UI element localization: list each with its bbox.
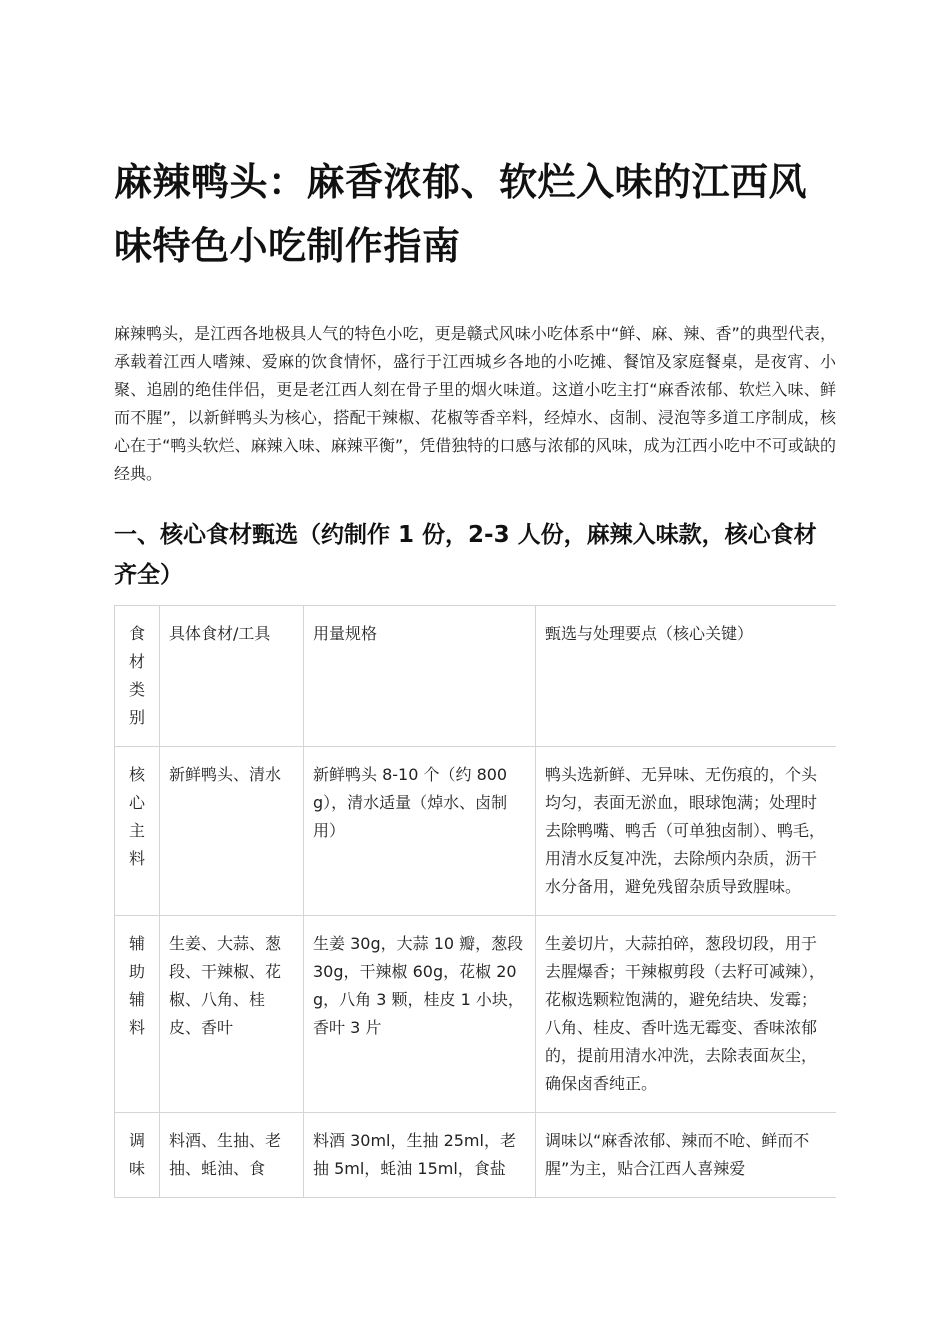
row-amount-cell: 料酒 30ml，生抽 25ml，老抽 5ml，蚝油 15ml，食盐 [304, 1113, 536, 1198]
row-amount-cell: 生姜 30g，大蒜 10 瓣，葱段 30g，干辣椒 60g，花椒 20g，八角 3 颗，桂皮 1 小块，香叶 3 片 [304, 916, 536, 1113]
row-items-cell: 生姜、大蒜、葱段、干辣椒、花椒、八角、桂皮、香叶 [160, 916, 304, 1113]
header-cell-category: 食材类别 [115, 606, 160, 747]
row-items-cell: 料酒、生抽、老抽、蚝油、食 [160, 1113, 304, 1198]
intro-paragraph: 麻辣鸭头，是江西各地极具人气的特色小吃，更是赣式风味小吃体系中“鲜、麻、辣、香”的典型代表，承载着江西人嗜辣、爱麻的饮食情怀，盛行于江西城乡各地的小吃摊、餐馆及家庭餐桌，是夜宵、小聚、追剧的绝佳伴侣，更是老江西人刻在骨子里的烟火味道。这道小吃主打“麻香浓郁、软烂入味、鲜而不腥”，以新鲜鸭头为核心，搭配干辣椒、花椒等香辛料，经焯水、卤制、浸泡等多道工序制成，核心在于“鸭头软烂、麻辣入味、麻辣平衡”，凭借独特的口感与浓郁的风味，成为江西小吃中不可或缺的经典。 [114, 324, 836, 483]
table-row [115, 1113, 837, 1198]
table-row [115, 747, 837, 916]
table-row [115, 916, 837, 1113]
row-category-cell: 核心主料 [115, 747, 160, 916]
row-tips-cell: 鸭头选新鲜、无异味、无伤痕的，个头均匀，表面无淤血，眼球饱满；处理时去除鸭嘴、鸭舌（可单独卤制）、鸭毛，用清水反复冲洗，去除颅内杂质，沥干水分备用，避免残留杂质导致腥味。 [536, 747, 837, 916]
row-tips-cell: 调味以“麻香浓郁、辣而不呛、鲜而不腥”为主，贴合江西人喜辣爱 [536, 1113, 837, 1198]
section-heading-ingredients: 一、核心食材甄选（约制作 1 份，2-3 人份，麻辣入味款，核心食材齐全） [114, 522, 817, 588]
ingredients-table [114, 605, 836, 1198]
ingredients-table-container [114, 605, 836, 1226]
row-items-cell: 新鲜鸭头、清水 [160, 747, 304, 916]
header-cell-amount: 用量规格 [304, 606, 536, 747]
document-title: 麻辣鸭头：麻香浓郁、软烂入味的江西风味特色小吃制作指南 [114, 160, 808, 268]
row-category-cell: 辅助辅料 [115, 916, 160, 1113]
row-amount-cell: 新鲜鸭头 8-10 个（约 800g），清水适量（焯水、卤制用） [304, 747, 536, 916]
header-cell-tips: 甄选与处理要点（核心关键） [536, 606, 837, 747]
row-category-cell: 调味 [115, 1113, 160, 1198]
table-header-row [115, 606, 837, 747]
row-tips-cell: 生姜切片，大蒜拍碎，葱段切段，用于去腥爆香；干辣椒剪段（去籽可减辣），花椒选颗粒饱满的，避免结块、发霉；八角、桂皮、香叶选无霉变、香味浓郁的，提前用清水冲洗，去除表面灰尘，确保卤香纯正。 [536, 916, 837, 1113]
header-cell-item: 具体食材/工具 [160, 606, 304, 747]
